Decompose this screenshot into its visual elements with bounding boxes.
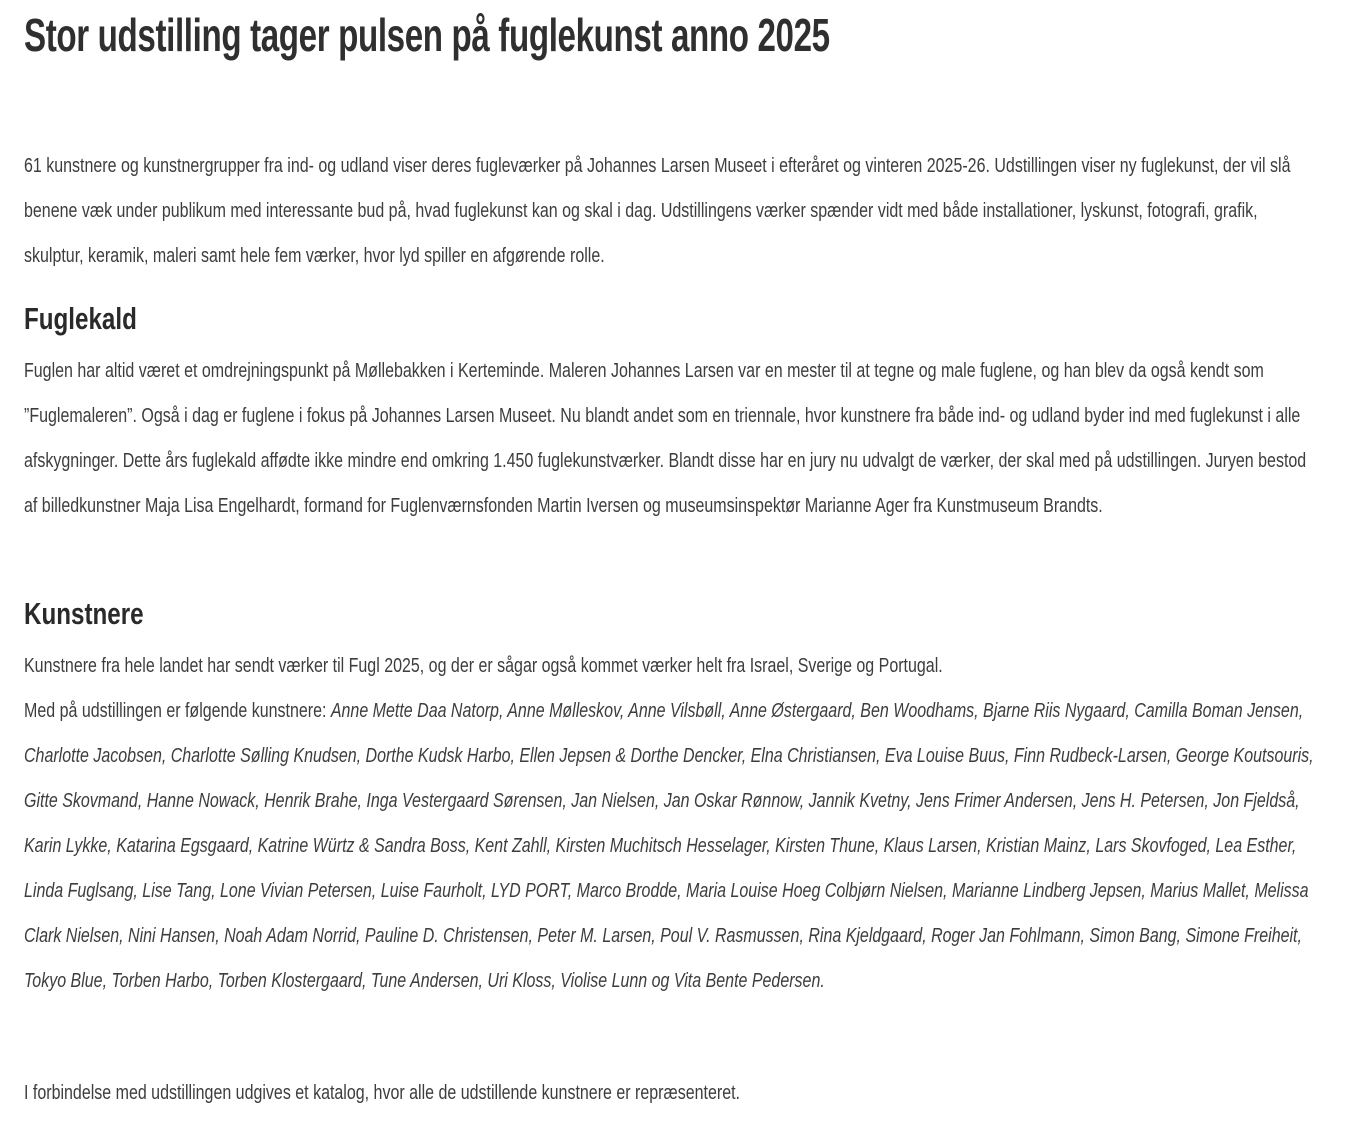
artists-paragraph (24, 689, 1316, 1004)
fuglekald-paragraph: Fuglen har altid været et omdrejningspunkt på Møllebakken i Kerteminde. Maleren Johannes Larsen var en mester til at tegne og male fuglene, og han blev da også kendt som ”Fuglemaleren”. Også i dag er fuglene i fokus på Johannes Larsen Museet. Nu blandt andet som en triennale, hvor kunstnere fra både ind- og udland byder ind med fuglekunst i alle afskygninger. Dette års fuglekald affødte ikke mindre end omkring 1.450 fuglekunstværker. Blandt disse har en jury nu udvalgt de værker, der skal med på udstillingen. Juryen bestod af billedkunstner Maja Lisa Engelhardt, formand for Fuglenværnsfonden Martin Iversen og museumsinspektør Marianne Ager fra Kunstmuseum Brandts. (24, 360, 1307, 517)
artists-list: Anne Mette Daa Natorp, Anne Mølleskov, Anne Vilsbøll, Anne Østergaard, Ben Woodhams, Bjarne Riis Nygaard, Camilla Boman Jensen, Charlotte Jacobsen, Charlotte Sølling Knudsen, Dorthe Kudsk Harbo, Ellen Jepsen & Dorthe Dencker, Elna Christiansen, Eva Louise Buus, Finn Rudbeck-Larsen, George Koutsouris, Gitte Skovmand, Hanne Nowack, Henrik Brahe, Inga Vestergaard Sørensen, Jan Nielsen, Jan Oskar Rønnow, Jannik Kvetny, Jens Frimer Andersen, Jens H. Petersen, Jon Fjeldså, Karin Lykke, Katarina Egsgaard, Katrine Würtz & Sandra Boss, Kent Zahll, Kirsten Muchitsch Hesselager, Kirsten Thune, Klaus Larsen, Kristian Mainz, Lars Skovfoged, Lea Esther, Linda Fuglsang, Lise Tang, Lone Vivian Petersen, Luise Faurholt, LYD PORT, Marco Brodde, Maria Louise Hoeg Colbjørn Nielsen, Marianne Lindberg Jepsen, Marius Mallet, Melissa Clark Nielsen, Nini Hansen, Noah Adam Norrid, Pauline D. Christensen, Peter M. Larsen, Poul V. Rasmussen, Rina Kjeldgaard, Roger Jan Fohlmann, Simon Bang, Simone Freiheit, Tokyo Blue, Torben Harbo, Torben Klostergaard, Tune Andersen, Uri Kloss, Violise Lunn og Vita Bente Pedersen. (24, 700, 1314, 992)
section-heading-fuglekald: Fuglekald (24, 301, 137, 336)
kunstnere-paragraph: Kunstnere fra hele landet har sendt værker til Fugl 2025, og der er sågar også kommet værker helt fra Israel, Sverige og Portugal. (24, 655, 943, 677)
page-title: Stor udstilling tager pulsen på fuglekunst anno 2025 (24, 9, 830, 61)
section-heading-kunstnere: Kunstnere (24, 596, 144, 631)
intro-paragraph: 61 kunstnere og kunstnergrupper fra ind- og udland viser deres fugleværker på Johannes Larsen Museet i efteråret og vinteren 2025-26. Udstillingen viser ny fuglekunst, der vil slå benene væk under publikum med interessante bud på, hvad fuglekunst kan og skal i dag. Udstillingens værker spænder vidt med både installationer, lyskunst, fotografi, grafik, skulptur, keramik, maleri samt hele fem værker, hvor lyd spiller en afgørende rolle. (24, 155, 1291, 267)
artists-lead: Med på udstillingen er følgende kunstnere: (24, 700, 331, 722)
catalog-paragraph: I forbindelse med udstillingen udgives et katalog, hvor alle de udstillende kunstnere er repræsenteret. (24, 1082, 740, 1104)
